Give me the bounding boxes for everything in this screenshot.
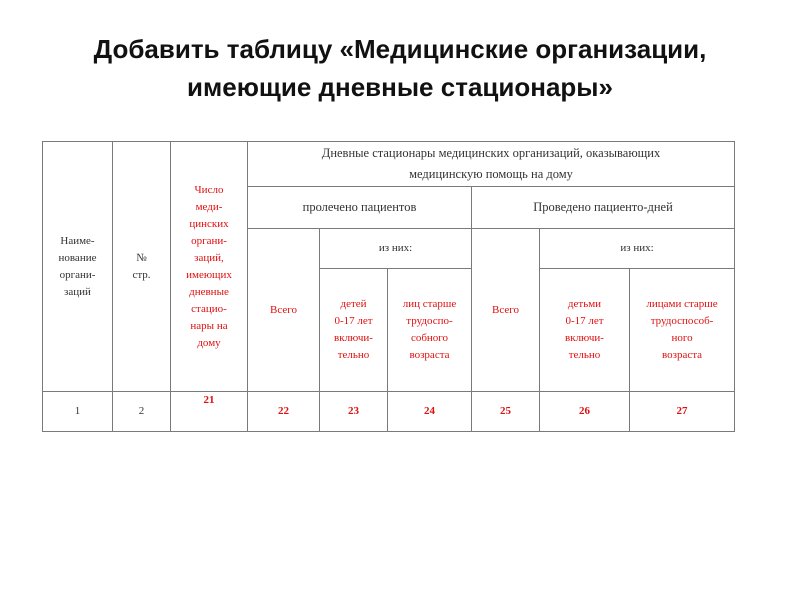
header-organizations-count: Число меди- цинских органи- заций, имеющих дневные стацио- нары на дому [171, 142, 248, 392]
header-treated-patients: пролечено пациентов [248, 187, 472, 229]
header-row-number: № стр. [113, 142, 171, 392]
column-number-26: 26 [540, 392, 630, 432]
column-number-2: 2 [113, 392, 171, 432]
header-children-treated: детей 0-17 лет включи- тельно [320, 269, 388, 392]
column-number-24: 24 [388, 392, 472, 432]
organizations-table [42, 141, 735, 432]
column-number-1: 1 [43, 392, 113, 432]
header-elderly-treated: лиц старше трудоспо- собного возраста [388, 269, 472, 392]
slide-title [0, 30, 800, 106]
column-number-25: 25 [472, 392, 540, 432]
header-day-hospitals-group: Дневные стационары медицинских организаций, оказывающих медицинскую помощь на дому [248, 142, 735, 187]
header-patient-days: Проведено пациенто-дней [472, 187, 735, 229]
header-total-treated: Всего [248, 229, 320, 392]
slide-title-line-2: имеющие дневные стационары» [187, 72, 613, 102]
header-of-them-days: из них: [540, 229, 735, 269]
header-of-them-treated: из них: [320, 229, 472, 269]
column-number-21: 21 [171, 392, 248, 432]
header-total-days: Всего [472, 229, 540, 392]
header-organization-name: Наиме- нование органи- заций [43, 142, 113, 392]
header-elderly-days: лицами старше трудоспособ- ного возраста [630, 269, 735, 392]
column-number-23: 23 [320, 392, 388, 432]
column-number-27: 27 [630, 392, 735, 432]
header-children-days: детьми 0-17 лет включи- тельно [540, 269, 630, 392]
column-number-22: 22 [248, 392, 320, 432]
slide-title-line-1: Добавить таблицу «Медицинские организации, [93, 34, 707, 64]
